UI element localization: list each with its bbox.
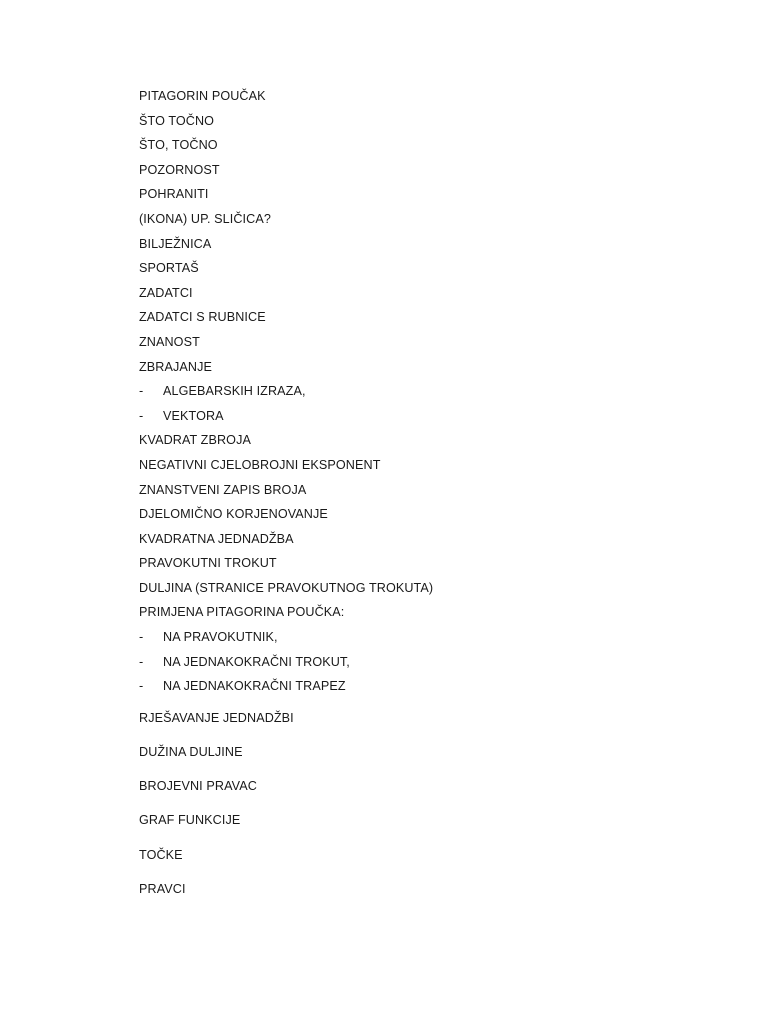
list-item: PRAVOKUTNI TROKUT: [139, 556, 277, 571]
list-item: SPORTAŠ: [139, 261, 199, 276]
dash-bullet: -: [139, 630, 144, 645]
dash-bullet: -: [139, 384, 144, 399]
list-item: POZORNOST: [139, 162, 220, 177]
sub-list-item-label: VEKTORA: [163, 408, 224, 423]
list-item: KVADRATNA JEDNADŽBA: [139, 531, 294, 546]
list-item: ZADATCI: [139, 285, 193, 300]
list-item: NEGATIVNI CJELOBROJNI EKSPONENT: [139, 457, 381, 472]
dash-bullet: -: [139, 654, 144, 669]
list-item: PITAGORIN POUČAK: [139, 89, 266, 103]
sub-list-item-label: NA PRAVOKUTNIK,: [163, 630, 278, 645]
list-item: DULJINA (STRANICE PRAVOKUTNOG TROKUTA): [139, 580, 434, 595]
list-item: ZNANSTVENI ZAPIS BROJA: [139, 482, 307, 497]
list-item: ZNANOST: [139, 334, 200, 349]
list-item: TOČKE: [139, 847, 183, 862]
document-content: [139, 86, 699, 913]
list-item: (IKONA) UP. SLIČICA?: [139, 211, 271, 226]
list-item: ZADATCI S RUBNICE: [139, 310, 266, 325]
list-item: BILJEŽNICA: [139, 236, 212, 251]
list-item: RJEŠAVANJE JEDNADŽBI: [139, 710, 294, 725]
list-item: ŠTO TOČNO: [139, 113, 215, 128]
sub-list-item: [139, 627, 699, 652]
list-item: DUŽINA DULJINE: [139, 745, 243, 760]
sub-list-item-label: NA JEDNAKOKRAČNI TROKUT,: [163, 654, 350, 669]
dash-bullet: -: [139, 679, 144, 694]
dash-bullet: -: [139, 408, 144, 423]
sub-list-item-label: ALGEBARSKIH IZRAZA,: [163, 384, 306, 399]
sub-list-item: [139, 406, 699, 431]
list-item: ZBRAJANJE: [139, 359, 212, 374]
list-item: PRIMJENA PITAGORINA POUČKA:: [139, 605, 345, 620]
sub-list-item: [139, 676, 699, 701]
list-item: PRAVCI: [139, 881, 186, 896]
sub-list-item-label: NA JEDNAKOKRAČNI TRAPEZ: [163, 679, 346, 694]
list-item: BROJEVNI PRAVAC: [139, 779, 257, 794]
sub-list-item: [139, 652, 699, 677]
list-item: POHRANITI: [139, 187, 209, 202]
list-item: KVADRAT ZBROJA: [139, 433, 251, 448]
list-item: ŠTO, TOČNO: [139, 138, 218, 153]
list-item: GRAF FUNKCIJE: [139, 813, 241, 828]
sub-list-item: [139, 381, 699, 406]
list-item: DJELOMIČNO KORJENOVANJE: [139, 507, 328, 522]
